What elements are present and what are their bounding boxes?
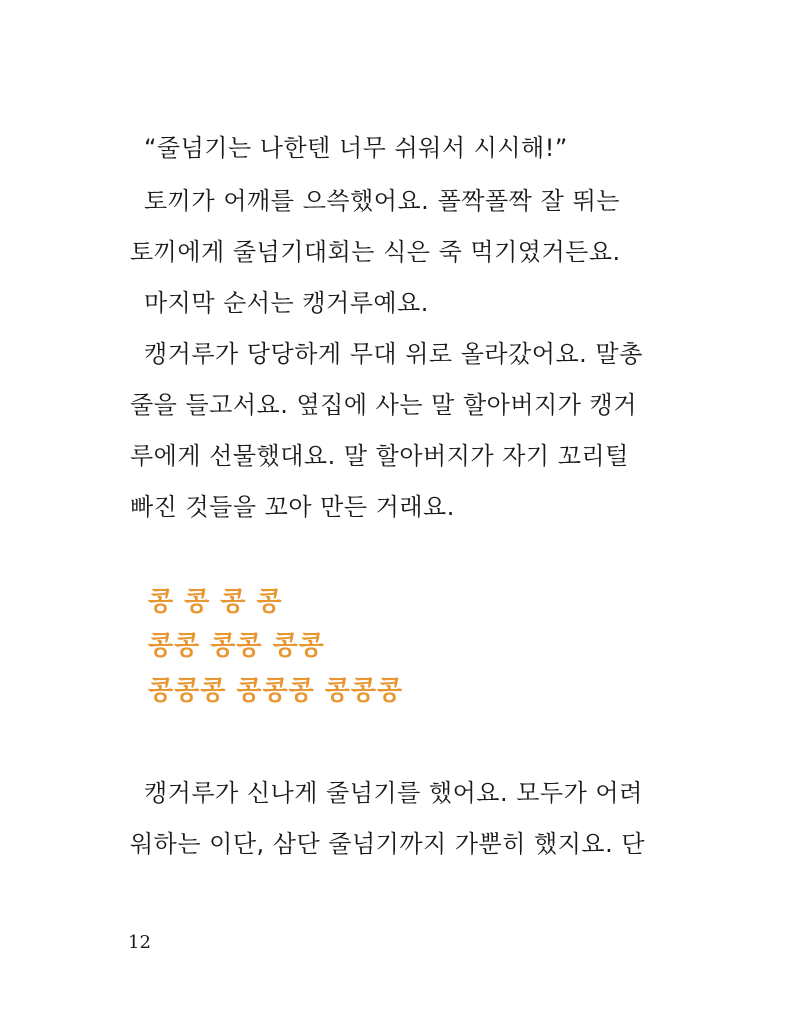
page-number: 12 (128, 932, 151, 953)
story-line: 토끼에게 줄넘기대회는 식은 죽 먹기였거든요. (130, 238, 621, 266)
sound-effect-line: 콩콩 콩콩 콩콩 (148, 631, 325, 661)
story-line: 줄을 들고서요. 옆집에 사는 말 할아버지가 캥거 (130, 391, 637, 419)
story-line: 토끼가 어깨를 으쓱했어요. 폴짝폴짝 잘 뛰는 (144, 187, 620, 215)
story-line: 루에게 선물했대요. 말 할아버지가 자기 꼬리털 (130, 442, 629, 470)
story-line: 마지막 순서는 캥거루예요. (144, 289, 429, 317)
dialogue-line: “줄넘기는 나한텐 너무 쉬워서 시시해!” (144, 134, 568, 162)
story-line: 캥거루가 신나게 줄넘기를 했어요. 모두가 어려 (144, 779, 643, 807)
sound-effect-line: 콩 콩 콩 콩 (148, 587, 283, 617)
story-line: 캥거루가 당당하게 무대 위로 올라갔어요. 말총 (144, 340, 643, 368)
sound-effect-line: 콩콩콩 콩콩콩 콩콩콩 (148, 676, 404, 706)
story-line: 빠진 것들을 꼬아 만든 거래요. (130, 493, 455, 521)
story-line: 워하는 이단, 삼단 줄넘기까지 가뿐히 했지요. 단 (130, 830, 646, 858)
